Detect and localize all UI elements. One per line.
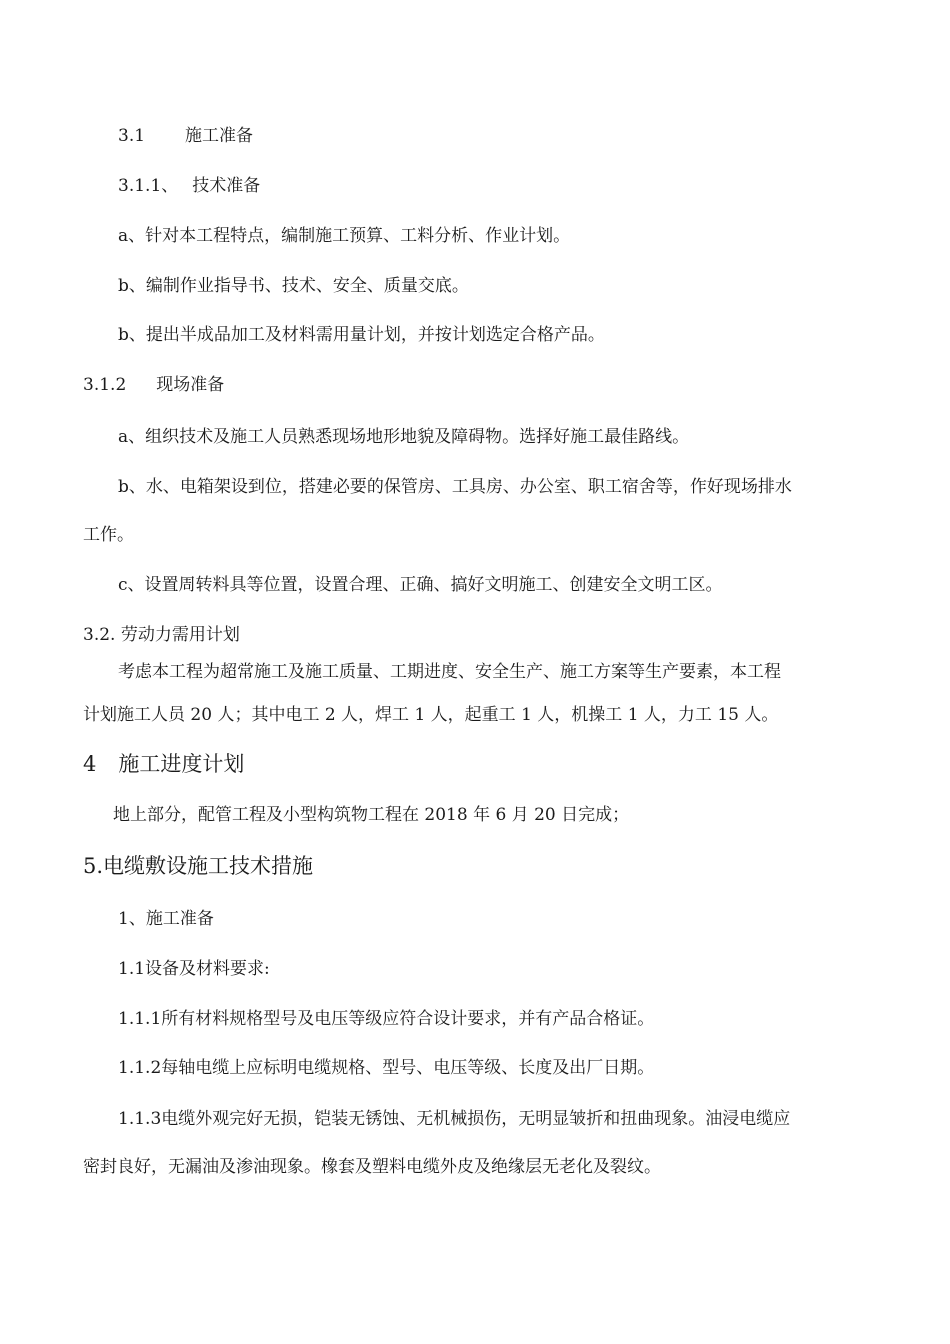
heading-3-1-2	[83, 373, 224, 397]
paragraph-site-b-line2: 工作。	[83, 525, 134, 545]
heading-3-1-title: 施工准备	[185, 126, 254, 146]
cable-req-1-1-2: 1.1.2每轴电缆上应标明电缆规格、型号、电压等级、长度及出厂日期。	[118, 1058, 655, 1078]
cable-req-1-1-1: 1.1.1所有材料规格型号及电压等级应符合设计要求，并有产品合格证。	[118, 1009, 655, 1029]
cable-prep-heading: 1、施工准备	[118, 909, 214, 929]
cable-req-1-1-3-line1: 1.1.3电缆外观完好无损，铠装无锈蚀、无机械损伤，无明显皱折和扭曲现象。油浸电缆应	[118, 1109, 791, 1129]
paragraph-schedule: 地上部分，配管工程及小型构筑物工程在 2018 年 6 月 20 日完成；	[113, 805, 630, 825]
heading-3-1-1-number: 3.1.1、	[118, 176, 179, 196]
cable-req-1-1-3-line2: 密封良好，无漏油及渗油现象。橡套及塑料电缆外皮及绝缘层无老化及裂纹。	[83, 1157, 661, 1177]
heading-4-title: 施工进度计划	[118, 752, 245, 776]
heading-3-1-1	[118, 174, 260, 198]
heading-3-1-1-title: 技术准备	[192, 176, 261, 196]
paragraph-site-a: a、组织技术及施工人员熟悉现场地形地貌及障碍物。选择好施工最佳路线。	[118, 427, 690, 447]
heading-5: 5.电缆敷设施工技术措施	[83, 854, 314, 878]
heading-3-1-2-number: 3.1.2	[83, 375, 127, 395]
heading-3-1-2-title: 现场准备	[156, 375, 225, 395]
heading-3-1-number: 3.1	[118, 126, 146, 146]
paragraph-tech-b2: b、提出半成品加工及材料需用量计划，并按计划选定合格产品。	[118, 325, 605, 345]
paragraph-tech-b1: b、编制作业指导书、技术、安全、质量交底。	[118, 276, 469, 296]
paragraph-labor-line1: 考虑本工程为超常施工及施工质量、工期进度、安全生产、施工方案等生产要素，本工程	[118, 662, 781, 682]
paragraph-tech-a: a、针对本工程特点，编制施工预算、工料分析、作业计划。	[118, 226, 571, 246]
paragraph-site-b-line1: b、水、电箱架设到位，搭建必要的保管房、工具房、办公室、职工宿舍等，作好现场排水	[118, 477, 792, 497]
cable-req-heading: 1.1设备及材料要求:	[118, 959, 270, 979]
heading-3-2: 3.2. 劳动力需用计划	[83, 625, 240, 645]
heading-3-1	[118, 124, 253, 148]
paragraph-labor-line2: 计划施工人员 20 人；其中电工 2 人，焊工 1 人，起重工 1 人，机操工 1 人，力工 15 人。	[83, 705, 779, 725]
paragraph-site-c: c、设置周转料具等位置，设置合理、正确、搞好文明施工、创建安全文明工区。	[118, 575, 723, 595]
heading-4	[83, 750, 244, 778]
heading-4-number: 4	[83, 752, 97, 776]
